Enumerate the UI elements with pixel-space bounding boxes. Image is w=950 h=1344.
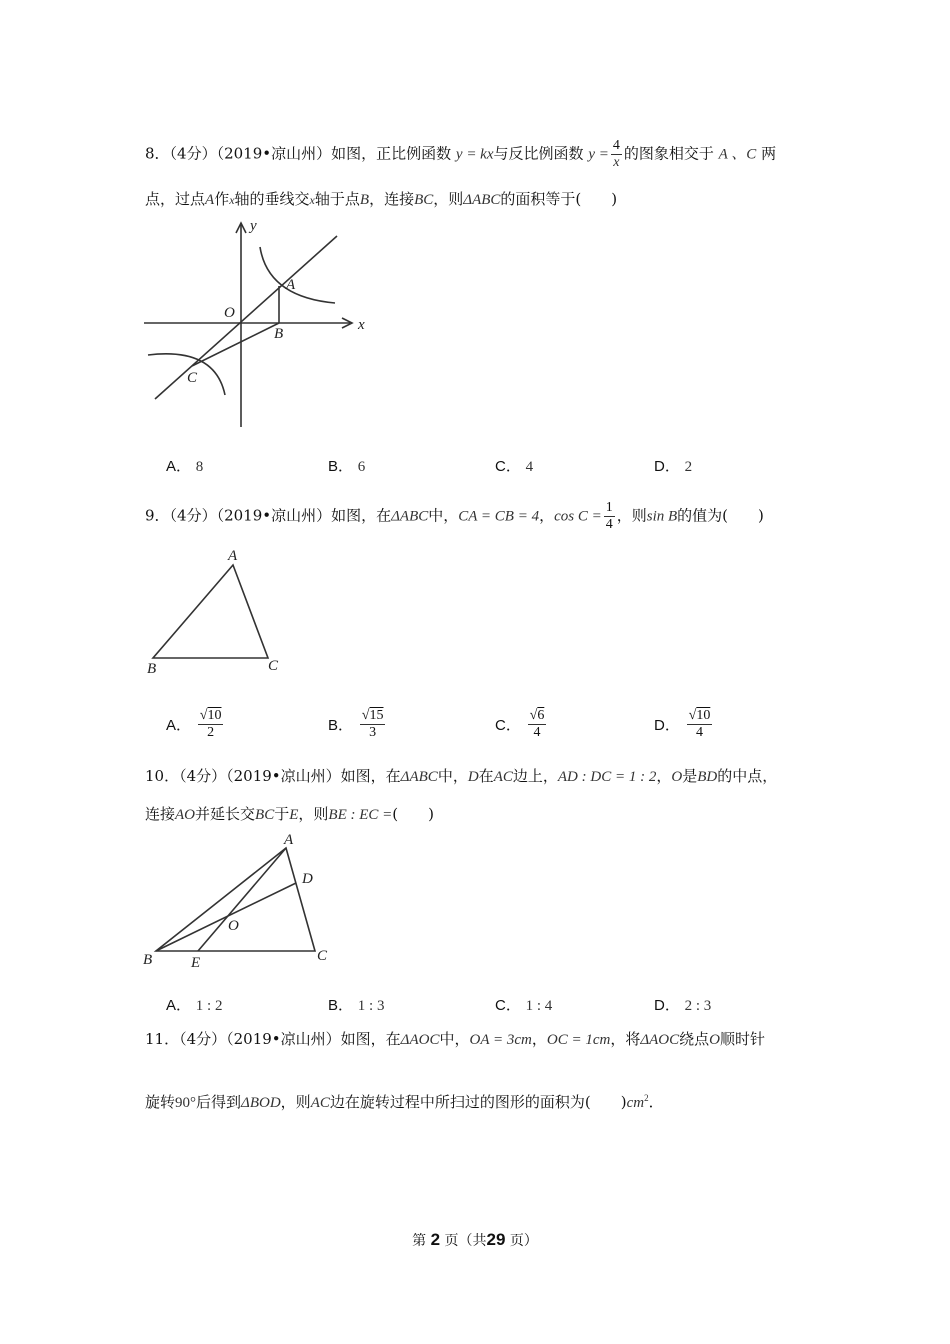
option-label: C． — [495, 997, 521, 1014]
q9-label-C: C — [268, 658, 279, 674]
q10-math: AO — [175, 807, 196, 823]
q10-text: 连接 — [145, 805, 176, 823]
option-fraction: $\frac{√10}{2}$ — [199, 708, 222, 740]
q10-label-B: B — [143, 952, 153, 968]
q9-option-b[interactable] — [328, 708, 387, 741]
q11-text: 中， — [439, 1030, 470, 1048]
q8-label-O: O — [224, 305, 235, 321]
option-value: 4 — [525, 459, 534, 475]
q10-text: 中， — [437, 767, 468, 785]
option-denominator: 3 — [369, 725, 377, 740]
q11-unit-sup: 2 — [644, 1093, 649, 1103]
q10-math: AD : DC = 1 : 2 — [557, 769, 657, 785]
q8-text: 两 — [761, 144, 777, 163]
q9-cos-den: 4 — [605, 517, 613, 532]
q8-meta: （4分）（2019•凉山州）如图，正比例函数 — [169, 144, 452, 163]
option-radicand: 6 — [537, 708, 545, 723]
q10-option-c[interactable] — [495, 994, 552, 1015]
q8-label-y: y — [250, 218, 257, 234]
q9-option-c[interactable] — [495, 708, 548, 741]
option-value: 2 — [684, 459, 693, 475]
q8-option-a[interactable] — [166, 455, 203, 476]
q10-math: D — [467, 769, 479, 785]
q11-math: ΔAOC — [400, 1032, 440, 1048]
q10-math: BC — [255, 807, 275, 823]
q9-label-A: A — [228, 548, 238, 564]
q8-number: 8． — [145, 144, 170, 163]
option-denominator: 4 — [533, 725, 541, 740]
q9-number: 9． — [145, 506, 170, 525]
q11-line1 — [145, 1028, 765, 1049]
q9-close-paren: ) — [758, 506, 764, 525]
q10-triangle-ABC — [156, 848, 315, 951]
q9-option-a[interactable] — [166, 708, 225, 741]
q9-meta: （4分）（2019•凉山州）如图，在 — [169, 506, 392, 525]
q8-text: 与反比例函数 — [493, 144, 584, 163]
option-value: 1 : 3 — [357, 998, 385, 1014]
q8-math: x — [309, 193, 315, 207]
q8-math: B — [359, 192, 370, 208]
q10-label-O: O — [228, 918, 239, 934]
option-denominator: 4 — [695, 725, 703, 740]
q10-label-A: A — [284, 832, 294, 848]
option-label: D． — [654, 717, 680, 734]
option-label: B． — [328, 717, 354, 734]
q10-math: E — [289, 807, 299, 823]
q9-text: 中， — [428, 506, 459, 525]
q10-text: 的中点， — [717, 767, 778, 785]
q8-math: ΔABC — [463, 192, 501, 208]
q11-unit: cm — [626, 1095, 645, 1111]
option-label: C． — [495, 458, 521, 475]
option-fraction: $\frac{√15}{3}$ — [361, 708, 384, 740]
q11-text: 边在旋转过程中所扫过的图形的面积为( — [329, 1093, 591, 1111]
q8-text: ，连接 — [369, 190, 415, 208]
q8-label-x: x — [358, 317, 365, 333]
q8-label-A: A — [286, 277, 296, 293]
q11-text: 后得到 — [196, 1093, 242, 1111]
option-fraction: $\frac{√6}{4}$ — [529, 708, 545, 740]
q11-text: 旋转 — [145, 1093, 176, 1111]
q11-text: ， — [531, 1030, 547, 1048]
q10-label-D: D — [302, 871, 313, 887]
q8-line2 — [145, 188, 617, 209]
q11-text: ，将 — [610, 1030, 641, 1048]
q11-text: 绕点 — [679, 1030, 710, 1048]
q10-math: O — [671, 769, 683, 785]
q8-option-b[interactable] — [328, 455, 365, 476]
q8-eq2-lhs: y = — [588, 146, 609, 163]
q9-cos-num: 1 — [605, 500, 613, 515]
option-value: 1 : 4 — [525, 998, 553, 1014]
q10-number: 10． — [145, 767, 180, 785]
q10-text: 在 — [478, 767, 494, 785]
q10-math: AC — [493, 769, 513, 785]
q11-text: 顺时针 — [720, 1030, 766, 1048]
q11-meta: （4分）（2019•凉山州）如图，在 — [179, 1030, 401, 1048]
q10-meta: （4分）（2019•凉山州）如图，在 — [179, 767, 401, 785]
footer-text: 第 — [412, 1233, 427, 1249]
q9-math: sin B — [646, 508, 678, 525]
q10-math: BE : EC = — [328, 807, 393, 823]
q11-math: ΔAOC — [640, 1032, 680, 1048]
q8-text: 点，过点 — [145, 190, 206, 208]
option-fraction: $\frac{√10}{4}$ — [688, 708, 711, 740]
q11-math: OC = 1cm — [546, 1032, 611, 1048]
q9-text: 的值为( — [677, 506, 729, 525]
q8-points: A 、C — [718, 146, 757, 163]
option-label: C． — [495, 717, 521, 734]
q10-label-C: C — [317, 948, 328, 964]
option-value: 8 — [195, 459, 204, 475]
q8-eq2-num: 4 — [612, 138, 620, 153]
option-radicand: 10 — [696, 708, 711, 723]
q11-math: O — [709, 1032, 720, 1048]
q11-number: 11． — [145, 1030, 180, 1048]
q9-math: CA = CB = 4 — [458, 508, 540, 525]
q9-math: ΔABC — [391, 508, 429, 525]
q8-text: 轴于点 — [314, 190, 360, 208]
q8-text: 的图象相交于 — [623, 144, 714, 163]
q8-math: x — [229, 193, 235, 207]
option-value: 1 : 2 — [195, 998, 223, 1014]
option-value: 2 : 3 — [684, 998, 712, 1014]
option-denominator: 2 — [207, 725, 215, 740]
option-label: A． — [166, 997, 192, 1014]
q10-option-a[interactable] — [166, 994, 222, 1015]
q10-label-E: E — [191, 955, 201, 970]
q8-figure — [140, 215, 380, 435]
q10-text: 并延长交 — [195, 805, 256, 823]
q9-triangle-ABC — [153, 565, 268, 658]
q11-math: AC — [310, 1095, 330, 1111]
option-label: B． — [328, 458, 354, 475]
q9-text: ， — [539, 506, 555, 525]
q9-option-d[interactable] — [654, 708, 714, 741]
q8-label-B: B — [274, 326, 284, 342]
footer-text: 页） — [509, 1233, 538, 1249]
q8-eq1: y = kx — [455, 146, 494, 163]
q10-figure — [140, 830, 340, 970]
q8-eq2-den: x — [613, 155, 620, 170]
q10-option-d[interactable] — [654, 994, 711, 1015]
q9-text: ，则 — [616, 506, 647, 525]
q8-text: 的面积等于( — [500, 190, 582, 208]
page-footer — [0, 1230, 950, 1250]
q8-line-y-kx — [155, 236, 337, 399]
q10-option-b[interactable] — [328, 994, 384, 1015]
q8-option-d[interactable] — [654, 455, 692, 476]
q8-text: 轴的垂线交 — [234, 190, 310, 208]
q8-text: ，则 — [433, 190, 464, 208]
q10-open-paren: ( — [392, 805, 399, 823]
q9-label-B: B — [147, 661, 157, 677]
q10-math: ΔABC — [400, 769, 438, 785]
q9-cos-fraction — [604, 500, 615, 533]
q8-eq2-fraction — [611, 138, 622, 171]
q8-math: BC — [414, 192, 434, 208]
q10-line2 — [145, 803, 434, 824]
q8-option-c[interactable] — [495, 455, 533, 476]
q11-math: OA = 3cm — [469, 1032, 532, 1048]
option-value: 6 — [357, 459, 366, 475]
q11-line2 — [145, 1091, 664, 1112]
option-label: A． — [166, 458, 192, 475]
q10-line1 — [145, 765, 777, 786]
q10-segment-AE — [198, 848, 286, 951]
q9-figure — [140, 545, 300, 680]
q10-text: 是 — [682, 767, 698, 785]
q9-math: cos C = — [554, 508, 602, 525]
q11-close-paren: ) — [620, 1093, 627, 1111]
q8-line1 — [145, 138, 776, 171]
total-page-count: 29 — [486, 1230, 506, 1249]
q10-math: BD — [697, 769, 718, 785]
option-radicand: 10 — [207, 708, 222, 723]
q8-close-paren: ) — [611, 190, 618, 208]
q11-math: 90° — [175, 1095, 197, 1111]
option-label: B． — [328, 997, 354, 1014]
option-label: D． — [654, 458, 680, 475]
q11-math: ΔBOD — [241, 1095, 281, 1111]
q11-text: ，则 — [280, 1093, 311, 1111]
q8-label-C: C — [187, 370, 198, 386]
q10-text: 于 — [274, 805, 290, 823]
q10-text: ，则 — [298, 805, 329, 823]
option-radicand: 15 — [369, 708, 384, 723]
option-label: A． — [166, 717, 192, 734]
q8-text: 作 — [214, 190, 230, 208]
q10-text: ， — [656, 767, 672, 785]
option-label: D． — [654, 997, 680, 1014]
q8-math: A — [205, 192, 215, 208]
q10-text: 边上， — [512, 767, 558, 785]
q10-close-paren: ) — [428, 805, 434, 823]
q8-segment-BC — [192, 323, 279, 366]
footer-text: 页（共 — [444, 1233, 487, 1249]
q9-line1 — [145, 500, 764, 533]
current-page-number: 2 — [430, 1230, 441, 1249]
q11-end: ． — [648, 1093, 664, 1111]
